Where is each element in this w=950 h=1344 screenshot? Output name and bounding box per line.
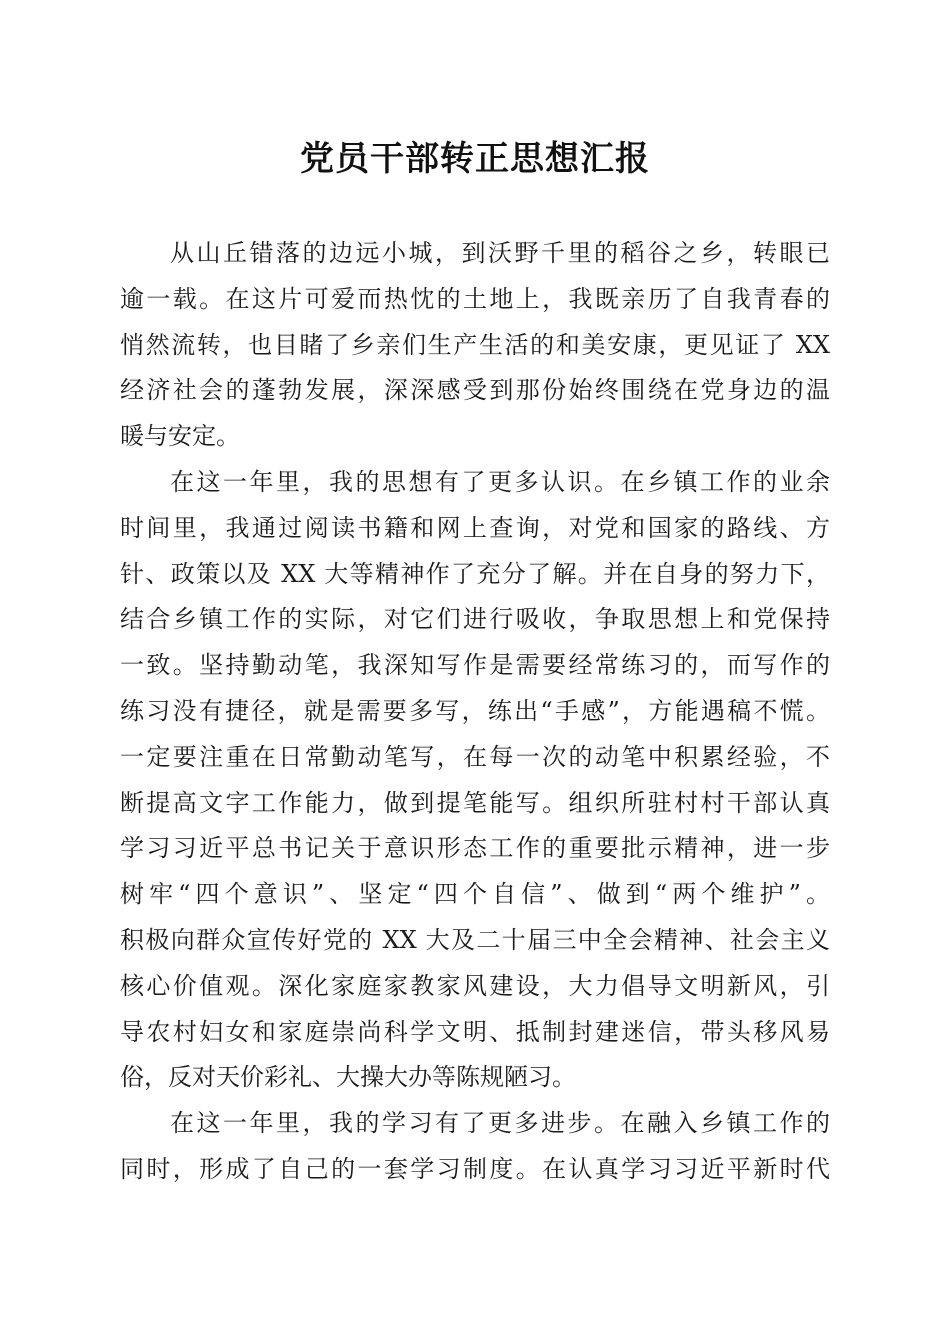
text-line: 在这一年里，我的思想有了更多认识。在乡镇工作的业余: [170, 467, 830, 496]
text-line: 树牢“四个意识”、坚定“四个自信”、做到“两个维护”。: [120, 880, 830, 909]
text-line: 针、政策以及 XX 大等精神作了充分了解。并在自身的努力下，: [120, 559, 830, 588]
text-line: 悄然流转，也目睹了乡亲们生产生活的和美安康，更见证了 XX: [120, 330, 830, 359]
text-line: 断提高文字工作能力，做到提笔能写。组织所驻村村干部认真: [120, 788, 830, 817]
paragraph-3: [120, 1101, 830, 1193]
text-line: 俗，反对天价彩礼、大操大办等陈规陋习。: [120, 1063, 576, 1092]
text-line: 在这一年里，我的学习有了更多进步。在融入乡镇工作的: [170, 1109, 830, 1138]
page-title: 党员干部转正思想汇报: [300, 139, 650, 179]
text-line: 暖与安定。: [120, 422, 240, 451]
paragraph-1: [120, 231, 830, 460]
text-line: 核心价值观。深化家庭家教家风建设，大力倡导文明新风，引: [120, 971, 830, 1000]
document-body: [120, 231, 830, 1193]
text-line: 结合乡镇工作的实际，对它们进行吸收，争取思想上和党保持: [120, 605, 830, 634]
paragraph-2: [120, 460, 830, 1101]
text-line: 导农村妇女和家庭崇尚科学文明、抵制封建迷信，带头移风易: [120, 1017, 830, 1046]
text-line: 同时，形成了自己的一套学习制度。在认真学习习近平新时代: [120, 1154, 830, 1183]
text-line: 经济社会的蓬勃发展，深深感受到那份始终围绕在党身边的温: [120, 376, 830, 405]
text-line: 逾一载。在这片可爱而热忱的土地上，我既亲历了自我青春的: [120, 284, 830, 313]
text-line: 一致。坚持勤动笔，我深知写作是需要经常练习的，而写作的: [120, 651, 830, 680]
text-line: 学习习近平总书记关于意识形态工作的重要批示精神，进一步: [120, 834, 830, 863]
text-line: 从山丘错落的边远小城，到沃野千里的稻谷之乡，转眼已: [170, 239, 830, 267]
text-line: 练习没有捷径，就是需要多写，练出“手感”，方能遇稿不慌。: [120, 696, 830, 725]
text-line: 一定要注重在日常勤动笔写，在每一次的动笔中积累经验，不: [120, 742, 830, 771]
text-line: 时间里，我通过阅读书籍和网上查询，对党和国家的路线、方: [120, 513, 830, 542]
text-line: 积极向群众宣传好党的 XX 大及二十届三中全会精神、社会主义: [120, 925, 830, 954]
